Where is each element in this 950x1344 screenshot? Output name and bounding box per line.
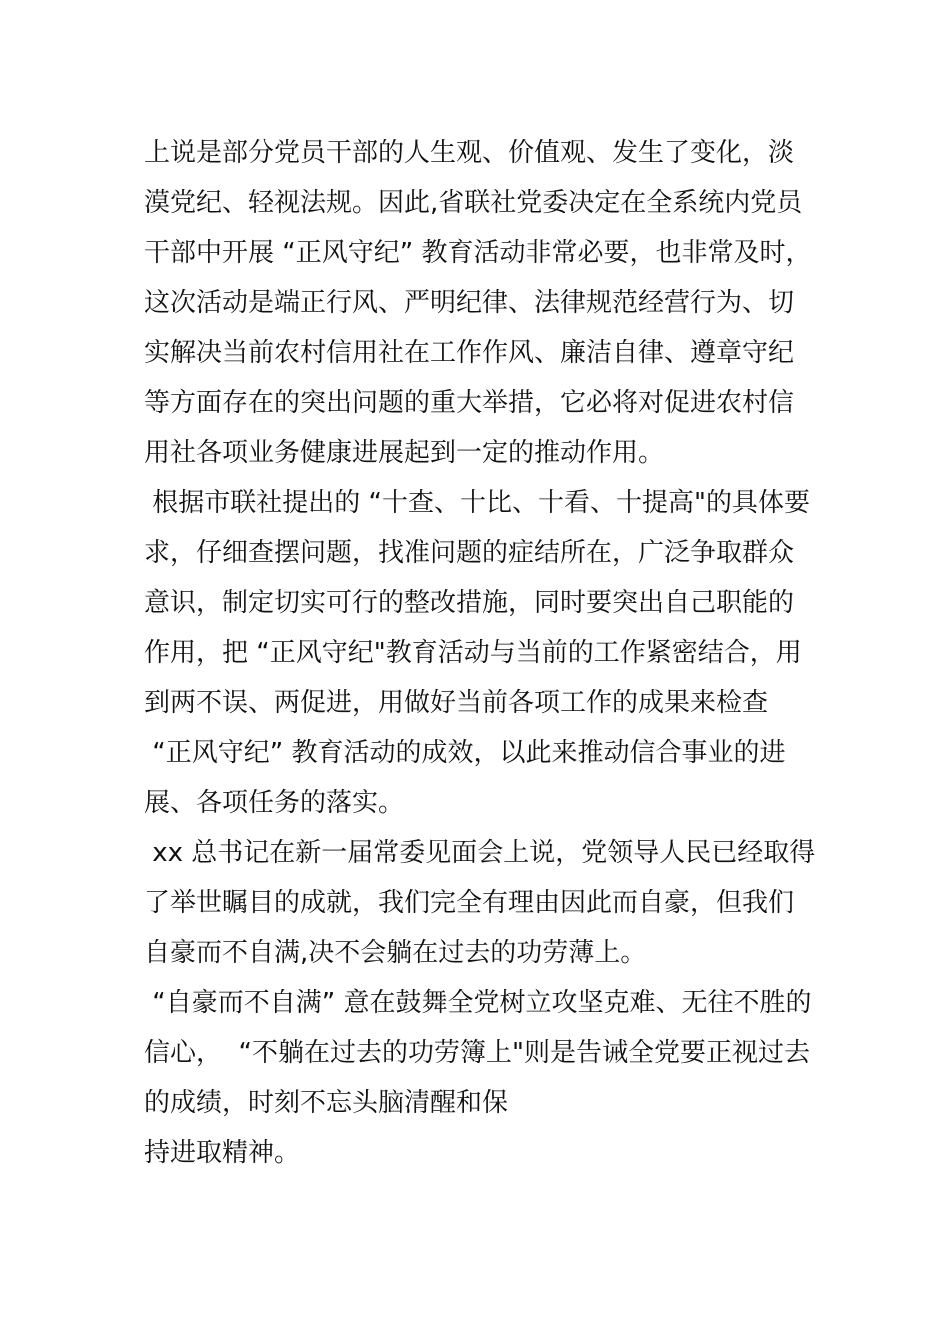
text-line: 作用，把 “正风守纪"教育活动与当前的工作紧密结合，用 [144,638,802,668]
text-line: 上说是部分党员干部的人生观、价值观、发生了变化，淡 [144,138,795,168]
text-line: 求，仔细查摆问题，找准问题的症结所在，广泛争取群众 [144,538,795,568]
text-line: 到两不误、两促进，用做好当前各项工作的成果来检查 [144,688,769,718]
text-line: 意识，制定切实可行的整改措施，同时要突出自己职能的 [144,588,795,618]
text-line: 自豪而不自满,决不会躺在过去的功劳薄上。 [144,938,647,968]
text-line: 用社各项业务健康进展起到一定的推动作用。 [144,438,665,468]
text-line: xx 总书记在新一届常委见面会上说，党领导人民已经取得 [144,838,816,868]
text-line: 漠党纪、轻视法规。因此,省联社党委决定在全系统内党员 [144,188,803,218]
document-body [144,128,824,1178]
text-line: 展、各项任务的落实。 [144,788,405,818]
text-line: 根据市联社提出的 “十查、十比、十看、十提高"的具体要 [144,488,810,518]
text-line: “正风守纪” 教育活动的成效，以此来推动信合事业的进 [144,738,786,768]
text-line: 了举世瞩目的成就，我们完全有理由因此而自豪，但我们 [144,888,795,918]
text-line: 干部中开展 “正风守纪” 教育活动非常必要，也非常及时， [144,238,812,268]
text-line: 实解决当前农村信用社在工作作风、廉洁自律、遵章守纪 [144,338,795,368]
text-line: 等方面存在的突出问题的重大举措，它必将对促进农村信 [144,388,795,418]
text-line: 信心， “不躺在过去的功劳簿上"则是告诫全党要正视过去 [144,1038,810,1068]
text-line: 这次活动是端正行风、严明纪律、法律规范经营行为、切 [144,288,795,318]
text-line: 的成绩，时刻不忘头脑清醒和保 [144,1088,509,1118]
text-line: “自豪而不自满” 意在鼓舞全党树立攻坚克难、无往不胜的 [144,988,812,1018]
text-line: 持进取精神。 [144,1138,301,1168]
